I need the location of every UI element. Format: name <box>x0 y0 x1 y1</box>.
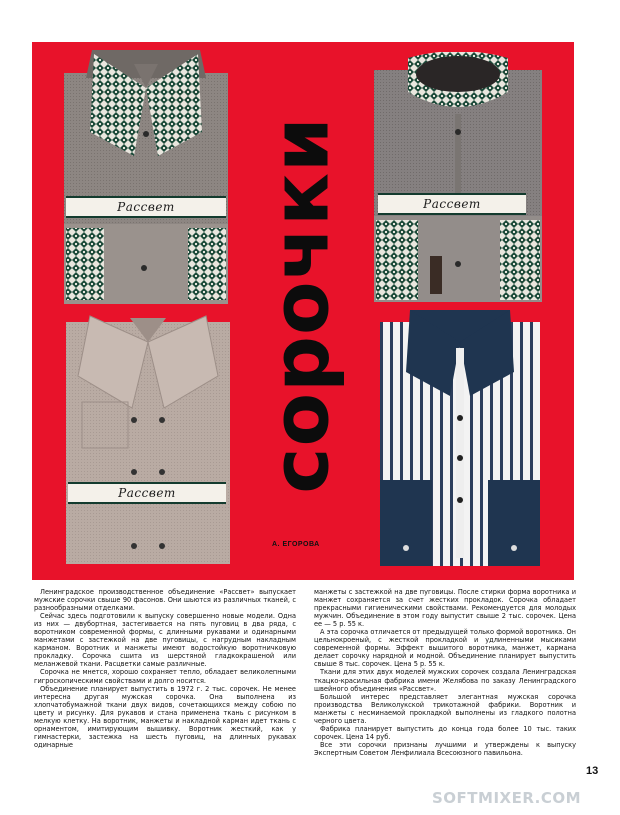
paragraph: Объединение планирует выпустить в 1972 г. 2 тыс. сорочек. Не менее интересна другая мужская сорочка. Она выполнена из хлопчатобумажной ткани двух видов, сочетающихся между собою по цвету и рисунку. Для рукавов и стана применена ткань с рисунком в мелкую клетку. На воротник, манжеты и накладной карман идет ткань с орнаментом, имитирующим вышивку. Воротник жесткий, как у гимнастерки, застежка на шесть пуговиц, на длинных рукавах одинарные <box>34 684 296 749</box>
ornament-stand-collar-shirt-photo <box>374 52 542 302</box>
double-breasted-shirt-photo <box>66 312 230 564</box>
brand-label: Рассвет <box>423 197 481 211</box>
paragraph: Фабрика планирует выпустить до конца года более 10 тыс. таких сорочек. Цена 14 руб. <box>314 724 576 741</box>
brand-label-band <box>378 193 526 215</box>
brand-label: Рассвет <box>117 200 175 214</box>
page-number: 13 <box>586 765 599 777</box>
text-column-left <box>34 588 296 778</box>
brand-label-band <box>66 196 226 218</box>
paragraph: Сейчас здесь подготовили к выпуску совершенно новые модели. Одна из них — двубортная, застегивается на пять пуговиц в два ряда, с воротником современной формы, с длинными рукавами и одинарными манжетами с застежкой на две пуговицы, с нагрудным накладным карманом. Воротник и манжеты имеют водостойкую воротничковую прокладку. Сорочка сшита из шерстяной гладкокрашеной или меланжевой ткани. Расцветки самые различные. <box>34 612 296 669</box>
paragraph: манжеты с застежкой на две пуговицы. После стирки форма воротника и манжет сохраняется за счет жестких прокладок. Сорочка обладает прекрасными гигиеническими свойствами. Рекомендуется для молодых мужчин. Объединение в этом году выпустит свыше 2 тыс. сорочек. Цена ее — 5 р. 55 к. <box>314 588 576 629</box>
paragraph: Все эти сорочки признаны лучшими и утверждены к выпуску Экспертным Советом Ленфилиала Всесоюзного павильона. <box>314 740 576 757</box>
brand-label-band <box>68 482 226 504</box>
brand-label: Рассвет <box>118 486 176 500</box>
article-author: А. ЕГОРОВА <box>272 541 320 548</box>
paragraph: А эта сорочка отличается от предыдущей только формой воротника. Он цельнокроеный, с жесткой прокладкой и удлиненными мысиками современной формы. Эффект вышитого воротника, манжет, кармана делает сорочку нарядной и модной. Объединение планирует выпустить свыше 8 тыс. сорочек. Цена 5 р. 55 к. <box>314 628 576 669</box>
watermark: SOFTMIXER.COM <box>432 789 582 807</box>
paragraph: Ткани для этих двух моделей мужских сорочек создала Ленинградская ткацко-красильная фабрика имени Желябова по заказу Ленинградского швейного объединения «Рассвет». <box>314 668 576 693</box>
paragraph: Ленинградское производственное объединение «Рассвет» выпускает мужские сорочки свыше 90 фасонов. Они шьются из различных тканей, с разнообразными отделками. <box>34 588 296 613</box>
ornament-collar-shirt-photo <box>64 48 228 304</box>
striped-knit-shirt-photo <box>380 308 540 566</box>
text-column-right <box>314 588 576 778</box>
article-title-text: сорочки <box>257 116 348 494</box>
paragraph: Сорочка не мнется, хорошо сохраняет тепло, обладает великолепными гигроскопическими свойствами и долго носится. <box>34 668 296 685</box>
article-title <box>252 95 352 515</box>
article-body <box>34 588 576 778</box>
paragraph: Большой интерес представляет элегантная мужская сорочка производства Великолукской трикотажной фабрики. Воротник и манжеты с несминаемой прокладкой выполнены из гладкого полотна черного цвета. <box>314 692 576 725</box>
